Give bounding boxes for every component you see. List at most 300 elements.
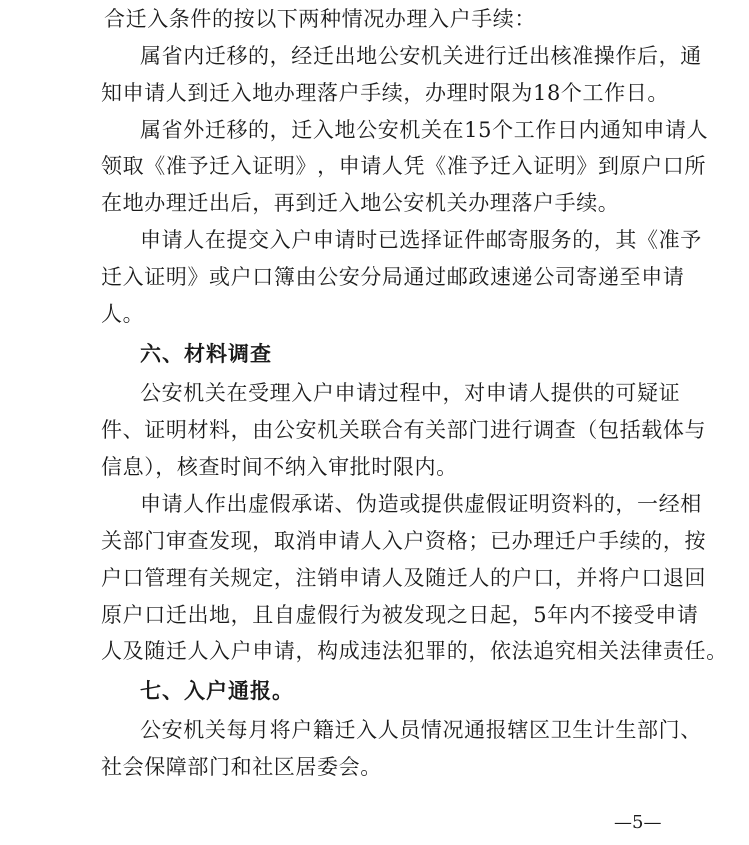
glyph: 生 bbox=[615, 718, 638, 742]
glyph: 员 bbox=[399, 718, 421, 742]
glyph: 迁 bbox=[165, 639, 188, 663]
glyph: 内 bbox=[568, 603, 591, 627]
glyph: 。 bbox=[706, 639, 728, 663]
glyph: 人 bbox=[528, 381, 551, 405]
glyph: 违 bbox=[360, 639, 382, 663]
glyph: 户 bbox=[576, 529, 599, 553]
glyph: 为 bbox=[360, 603, 382, 627]
glyph: 依 bbox=[489, 639, 512, 663]
glyph: 的 bbox=[641, 529, 663, 553]
glyph: 安 bbox=[295, 418, 318, 442]
glyph: 户 bbox=[230, 265, 253, 289]
glyph: 申 bbox=[338, 154, 361, 178]
glyph: 相 bbox=[576, 639, 599, 663]
glyph: 安 bbox=[161, 381, 184, 405]
glyph: 入 bbox=[291, 381, 313, 405]
glyph: 知 bbox=[621, 118, 644, 142]
glyph: 经 bbox=[658, 492, 681, 516]
glyph: 户 bbox=[291, 718, 313, 742]
glyph: 公 bbox=[533, 265, 555, 289]
glyph: 口 bbox=[252, 265, 274, 289]
glyph: 明 bbox=[273, 154, 296, 178]
glyph: 明 bbox=[165, 418, 188, 442]
glyph: 准 bbox=[165, 154, 188, 178]
glyph: 机 bbox=[183, 381, 205, 405]
glyph: 通 bbox=[680, 44, 702, 68]
paragraph-line bbox=[101, 638, 728, 664]
glyph: 注 bbox=[295, 566, 318, 590]
glyph: 人 bbox=[686, 118, 709, 142]
glyph: 操 bbox=[593, 44, 616, 68]
glyph: 所 bbox=[684, 154, 707, 178]
glyph: 计 bbox=[593, 718, 616, 742]
glyph: 请 bbox=[507, 381, 529, 405]
glyph: 迁 bbox=[165, 603, 188, 627]
glyph: 申 bbox=[641, 265, 663, 289]
glyph: 取 bbox=[273, 529, 296, 553]
glyph: 日 bbox=[468, 603, 490, 627]
glyph: 速 bbox=[489, 265, 512, 289]
glyph: 门 bbox=[468, 418, 490, 442]
paragraph-line bbox=[140, 117, 709, 143]
paragraph-line bbox=[140, 227, 702, 253]
glyph: 卫 bbox=[550, 718, 573, 742]
paragraph-line: 在地办理迁出后，再到迁入地公安机关办理落户手续。 bbox=[101, 191, 620, 215]
glyph: 证 bbox=[252, 154, 274, 178]
glyph: 交 bbox=[248, 228, 270, 252]
glyph: 人 bbox=[360, 529, 382, 553]
glyph: 请 bbox=[664, 118, 687, 142]
glyph: 及 bbox=[403, 566, 426, 590]
glyph: 迁 bbox=[554, 529, 577, 553]
glyph: 作 bbox=[204, 492, 227, 516]
glyph: 的 bbox=[572, 228, 594, 252]
glyph: 个 bbox=[492, 118, 514, 142]
glyph: 请 bbox=[161, 228, 184, 252]
glyph: 规 bbox=[230, 566, 253, 590]
glyph: 入 bbox=[230, 154, 253, 178]
glyph: ； bbox=[468, 529, 490, 553]
glyph: 关 bbox=[204, 381, 227, 405]
glyph: 予 bbox=[187, 154, 210, 178]
glyph: 且 bbox=[252, 603, 274, 627]
glyph: 承 bbox=[291, 492, 313, 516]
glyph: 请 bbox=[360, 566, 382, 590]
glyph: 虚 bbox=[295, 603, 318, 627]
glyph: ， bbox=[442, 381, 465, 405]
glyph: 》 bbox=[295, 154, 318, 178]
glyph: 关 bbox=[425, 418, 447, 442]
glyph: 请 bbox=[356, 381, 378, 405]
glyph: 区 bbox=[528, 718, 551, 742]
glyph: 明 bbox=[165, 265, 188, 289]
glyph: 予 bbox=[468, 154, 490, 178]
glyph: 部 bbox=[122, 529, 145, 553]
glyph: 受 bbox=[633, 603, 656, 627]
glyph: ， bbox=[230, 418, 253, 442]
glyph: 合 bbox=[381, 418, 404, 442]
glyph: 迁 bbox=[507, 44, 529, 68]
glyph: 户 bbox=[403, 529, 426, 553]
glyph: 回 bbox=[684, 566, 707, 590]
glyph: 关 bbox=[204, 718, 227, 742]
glyph: 申 bbox=[140, 228, 162, 252]
glyph: 被 bbox=[381, 603, 404, 627]
glyph: 与 bbox=[684, 418, 707, 442]
glyph: 迁 bbox=[334, 718, 357, 742]
paragraph-line bbox=[101, 153, 707, 179]
glyph: 出 bbox=[334, 44, 357, 68]
glyph: 行 bbox=[511, 418, 534, 442]
glyph: 公 bbox=[356, 118, 378, 142]
glyph: 月 bbox=[248, 718, 270, 742]
glyph: ， bbox=[554, 566, 577, 590]
glyph: 发 bbox=[209, 529, 231, 553]
section-heading: 七、入户通报。 bbox=[140, 678, 294, 703]
glyph: 疑 bbox=[637, 381, 659, 405]
glyph: 部 bbox=[446, 418, 469, 442]
glyph: 入 bbox=[312, 118, 335, 142]
glyph: 生 bbox=[572, 718, 594, 742]
glyph: ， bbox=[230, 603, 253, 627]
glyph: 包 bbox=[598, 418, 620, 442]
glyph: 手 bbox=[598, 529, 620, 553]
glyph: 地 bbox=[334, 118, 357, 142]
glyph: 随 bbox=[144, 639, 166, 663]
glyph: 请 bbox=[338, 529, 361, 553]
glyph: 假 bbox=[485, 492, 508, 516]
glyph: 罪 bbox=[425, 639, 447, 663]
glyph: ， bbox=[511, 603, 534, 627]
glyph: 追 bbox=[533, 639, 555, 663]
glyph: 籍 bbox=[312, 718, 335, 742]
glyph: 入 bbox=[511, 154, 534, 178]
glyph: 原 bbox=[101, 603, 123, 627]
glyph: 后 bbox=[637, 44, 659, 68]
glyph: 门 bbox=[144, 529, 166, 553]
glyph: 请 bbox=[360, 154, 382, 178]
glyph: 其 bbox=[615, 228, 638, 252]
glyph: 并 bbox=[576, 566, 599, 590]
paragraph-line: 社会保障部门和社区居委会。 bbox=[101, 755, 382, 779]
glyph: 申 bbox=[338, 566, 361, 590]
glyph: 的 bbox=[593, 381, 616, 405]
glyph: 责 bbox=[662, 639, 685, 663]
glyph: 准 bbox=[572, 44, 594, 68]
glyph: 请 bbox=[334, 228, 357, 252]
glyph: 销 bbox=[317, 566, 339, 590]
glyph: 理 bbox=[269, 381, 292, 405]
glyph: 请 bbox=[161, 492, 184, 516]
glyph: 由 bbox=[252, 418, 274, 442]
glyph: 载 bbox=[641, 418, 663, 442]
glyph: 的 bbox=[446, 639, 469, 663]
glyph: 可 bbox=[615, 381, 638, 405]
glyph: 查 bbox=[187, 529, 210, 553]
glyph: 邮 bbox=[446, 265, 469, 289]
glyph: 户 bbox=[511, 566, 534, 590]
glyph: ， bbox=[273, 566, 296, 590]
glyph: 申 bbox=[485, 381, 508, 405]
glyph: 提 bbox=[226, 228, 249, 252]
glyph: 申 bbox=[334, 381, 357, 405]
glyph: 迁 bbox=[209, 154, 231, 178]
glyph: 请 bbox=[273, 639, 296, 663]
glyph: 1 bbox=[464, 118, 479, 142]
glyph: 、 bbox=[334, 492, 357, 516]
glyph: 受 bbox=[248, 381, 270, 405]
glyph: 机 bbox=[399, 118, 421, 142]
glyph: 入 bbox=[381, 529, 404, 553]
glyph: 准 bbox=[658, 228, 681, 252]
glyph: 之 bbox=[446, 603, 469, 627]
glyph: 虚 bbox=[464, 492, 486, 516]
glyph: ， bbox=[317, 154, 339, 178]
glyph: 件 bbox=[101, 418, 123, 442]
glyph: 至 bbox=[619, 265, 642, 289]
glyph: 户 bbox=[641, 154, 663, 178]
glyph: 进 bbox=[489, 418, 512, 442]
glyph: 证 bbox=[442, 228, 465, 252]
glyph: 格 bbox=[446, 529, 469, 553]
glyph: 人 bbox=[381, 566, 404, 590]
glyph: 已 bbox=[489, 529, 512, 553]
glyph: 日 bbox=[556, 118, 579, 142]
glyph: 择 bbox=[420, 228, 443, 252]
glyph: 出 bbox=[187, 603, 210, 627]
glyph: 辖 bbox=[507, 718, 529, 742]
paragraph-line bbox=[140, 717, 702, 743]
glyph: 定 bbox=[252, 566, 274, 590]
glyph: 《 bbox=[144, 154, 166, 178]
glyph: 括 bbox=[619, 418, 642, 442]
glyph: ， bbox=[615, 492, 638, 516]
glyph: 申 bbox=[252, 639, 274, 663]
glyph: 况 bbox=[442, 718, 465, 742]
glyph: ， bbox=[295, 639, 318, 663]
glyph: 理 bbox=[165, 566, 188, 590]
glyph: 务 bbox=[550, 228, 573, 252]
glyph: 任 bbox=[684, 639, 707, 663]
glyph: 过 bbox=[377, 381, 400, 405]
glyph: 寄 bbox=[576, 265, 599, 289]
glyph: 明 bbox=[528, 492, 551, 516]
glyph: 证 bbox=[507, 492, 529, 516]
glyph: 属 bbox=[140, 44, 162, 68]
glyph: 申 bbox=[312, 228, 335, 252]
glyph: 证 bbox=[144, 265, 166, 289]
glyph: 的 bbox=[489, 566, 512, 590]
glyph: 证 bbox=[533, 154, 555, 178]
glyph: 续 bbox=[619, 529, 642, 553]
glyph: 迁 bbox=[204, 44, 227, 68]
glyph: 核 bbox=[550, 44, 573, 68]
glyph: 安 bbox=[338, 265, 361, 289]
glyph: 究 bbox=[554, 639, 577, 663]
glyph: 明 bbox=[554, 154, 577, 178]
glyph: 证 bbox=[144, 418, 166, 442]
glyph: 情 bbox=[420, 718, 443, 742]
glyph: 原 bbox=[619, 154, 642, 178]
glyph: 提 bbox=[420, 492, 443, 516]
glyph: 分 bbox=[360, 265, 382, 289]
glyph: 迁 bbox=[312, 44, 335, 68]
glyph: 入 bbox=[356, 718, 378, 742]
glyph: 入 bbox=[122, 265, 145, 289]
glyph: 地 bbox=[356, 44, 378, 68]
glyph: 《 bbox=[425, 154, 447, 178]
glyph: 诺 bbox=[312, 492, 335, 516]
glyph: 起 bbox=[489, 603, 512, 627]
glyph: 消 bbox=[295, 529, 318, 553]
glyph: 出 bbox=[528, 44, 551, 68]
glyph: 入 bbox=[269, 228, 292, 252]
glyph: 行 bbox=[485, 44, 508, 68]
glyph: 在 bbox=[226, 381, 249, 405]
glyph: 寄 bbox=[507, 228, 529, 252]
glyph: 过 bbox=[425, 265, 447, 289]
glyph: 迁 bbox=[446, 566, 469, 590]
glyph: 、 bbox=[122, 418, 145, 442]
glyph: 或 bbox=[209, 265, 231, 289]
glyph: 资 bbox=[550, 492, 573, 516]
glyph: 公 bbox=[273, 418, 296, 442]
glyph: 自 bbox=[273, 603, 296, 627]
glyph: 通 bbox=[403, 265, 426, 289]
glyph: 移 bbox=[226, 44, 249, 68]
glyph: 准 bbox=[446, 154, 469, 178]
glyph: 审 bbox=[165, 529, 188, 553]
glyph: 门 bbox=[658, 718, 681, 742]
glyph: ， bbox=[269, 44, 292, 68]
glyph: 时 bbox=[356, 228, 378, 252]
glyph: ， bbox=[252, 529, 274, 553]
glyph: 请 bbox=[676, 603, 699, 627]
glyph: 公 bbox=[377, 44, 400, 68]
glyph: 迁 bbox=[489, 154, 512, 178]
glyph: 局 bbox=[381, 265, 404, 289]
glyph: 查 bbox=[554, 418, 577, 442]
glyph: 退 bbox=[662, 566, 685, 590]
glyph: 每 bbox=[226, 718, 249, 742]
glyph: 申 bbox=[317, 529, 339, 553]
glyph: 造 bbox=[377, 492, 400, 516]
glyph: 户 bbox=[291, 228, 313, 252]
glyph: 移 bbox=[226, 118, 249, 142]
glyph: 关 bbox=[442, 44, 465, 68]
glyph: ， bbox=[269, 118, 292, 142]
glyph: 关 bbox=[101, 529, 123, 553]
glyph: 递 bbox=[598, 265, 620, 289]
paragraph-line bbox=[140, 491, 702, 517]
glyph: 关 bbox=[338, 418, 361, 442]
paragraph-line: 人。 bbox=[101, 302, 145, 326]
glyph: 口 bbox=[533, 566, 555, 590]
glyph: 户 bbox=[312, 381, 335, 405]
glyph: 成 bbox=[338, 639, 361, 663]
glyph: 在 bbox=[442, 118, 465, 142]
paragraph-line bbox=[101, 264, 685, 290]
glyph: 5 bbox=[478, 118, 493, 142]
glyph: 中 bbox=[420, 381, 443, 405]
glyph: 领 bbox=[101, 154, 123, 178]
glyph: 机 bbox=[317, 418, 339, 442]
glyph: 随 bbox=[425, 566, 447, 590]
glyph: 已 bbox=[377, 228, 400, 252]
glyph: 供 bbox=[572, 381, 594, 405]
glyph: 政 bbox=[468, 265, 490, 289]
glyph: 安 bbox=[399, 44, 421, 68]
glyph: 法 bbox=[511, 639, 534, 663]
glyph: 簿 bbox=[273, 265, 296, 289]
glyph: 报 bbox=[485, 718, 508, 742]
glyph: 予 bbox=[680, 228, 702, 252]
glyph: 调 bbox=[533, 418, 555, 442]
glyph: 工 bbox=[513, 118, 536, 142]
glyph: 办 bbox=[511, 529, 534, 553]
glyph: 口 bbox=[144, 603, 166, 627]
paragraph-line: 合迁入条件的按以下两种情况办理入户手续： bbox=[104, 7, 536, 31]
glyph: 入 bbox=[209, 639, 231, 663]
paragraph-line bbox=[140, 43, 702, 69]
glyph: 属 bbox=[140, 118, 162, 142]
glyph: 接 bbox=[611, 603, 634, 627]
glyph: 件 bbox=[464, 228, 486, 252]
glyph: 法 bbox=[381, 639, 404, 663]
glyph: 口 bbox=[641, 566, 663, 590]
glyph: 、 bbox=[680, 718, 702, 742]
paragraph-line bbox=[101, 565, 707, 591]
glyph: 司 bbox=[554, 265, 577, 289]
paragraph-line bbox=[140, 380, 681, 406]
glyph: 部 bbox=[637, 718, 659, 742]
glyph: 公 bbox=[140, 718, 162, 742]
glyph: 选 bbox=[399, 228, 421, 252]
glyph: 进 bbox=[464, 44, 486, 68]
glyph: 递 bbox=[511, 265, 534, 289]
glyph: 安 bbox=[377, 118, 400, 142]
glyph: 人 bbox=[381, 154, 404, 178]
glyph: 关 bbox=[598, 639, 620, 663]
glyph: 构 bbox=[317, 639, 339, 663]
glyph: 申 bbox=[655, 603, 677, 627]
glyph: 5 bbox=[533, 603, 548, 627]
glyph: 供 bbox=[442, 492, 465, 516]
glyph: 到 bbox=[598, 154, 620, 178]
paragraph-line: 知申请人到迁入地办理落户手续，办理时限为18个工作日。 bbox=[101, 81, 669, 105]
glyph: ， bbox=[662, 529, 685, 553]
section-heading: 六、材料调查 bbox=[140, 341, 272, 366]
glyph: 行 bbox=[338, 603, 361, 627]
glyph: 的 bbox=[248, 118, 270, 142]
glyph: 资 bbox=[425, 529, 447, 553]
glyph: 关 bbox=[209, 566, 231, 590]
glyph: ， bbox=[593, 228, 616, 252]
glyph: 机 bbox=[420, 44, 443, 68]
glyph: 口 bbox=[122, 566, 145, 590]
glyph: 由 bbox=[295, 265, 318, 289]
glyph: 法 bbox=[619, 639, 642, 663]
glyph: 迁 bbox=[204, 118, 227, 142]
glyph: 服 bbox=[528, 228, 551, 252]
glyph: 请 bbox=[662, 265, 685, 289]
glyph: 人 bbox=[183, 228, 205, 252]
glyph: 机 bbox=[183, 718, 205, 742]
glyph: 》 bbox=[187, 265, 210, 289]
glyph: 联 bbox=[360, 418, 382, 442]
glyph: 伪 bbox=[356, 492, 378, 516]
glyph: 一 bbox=[637, 492, 659, 516]
